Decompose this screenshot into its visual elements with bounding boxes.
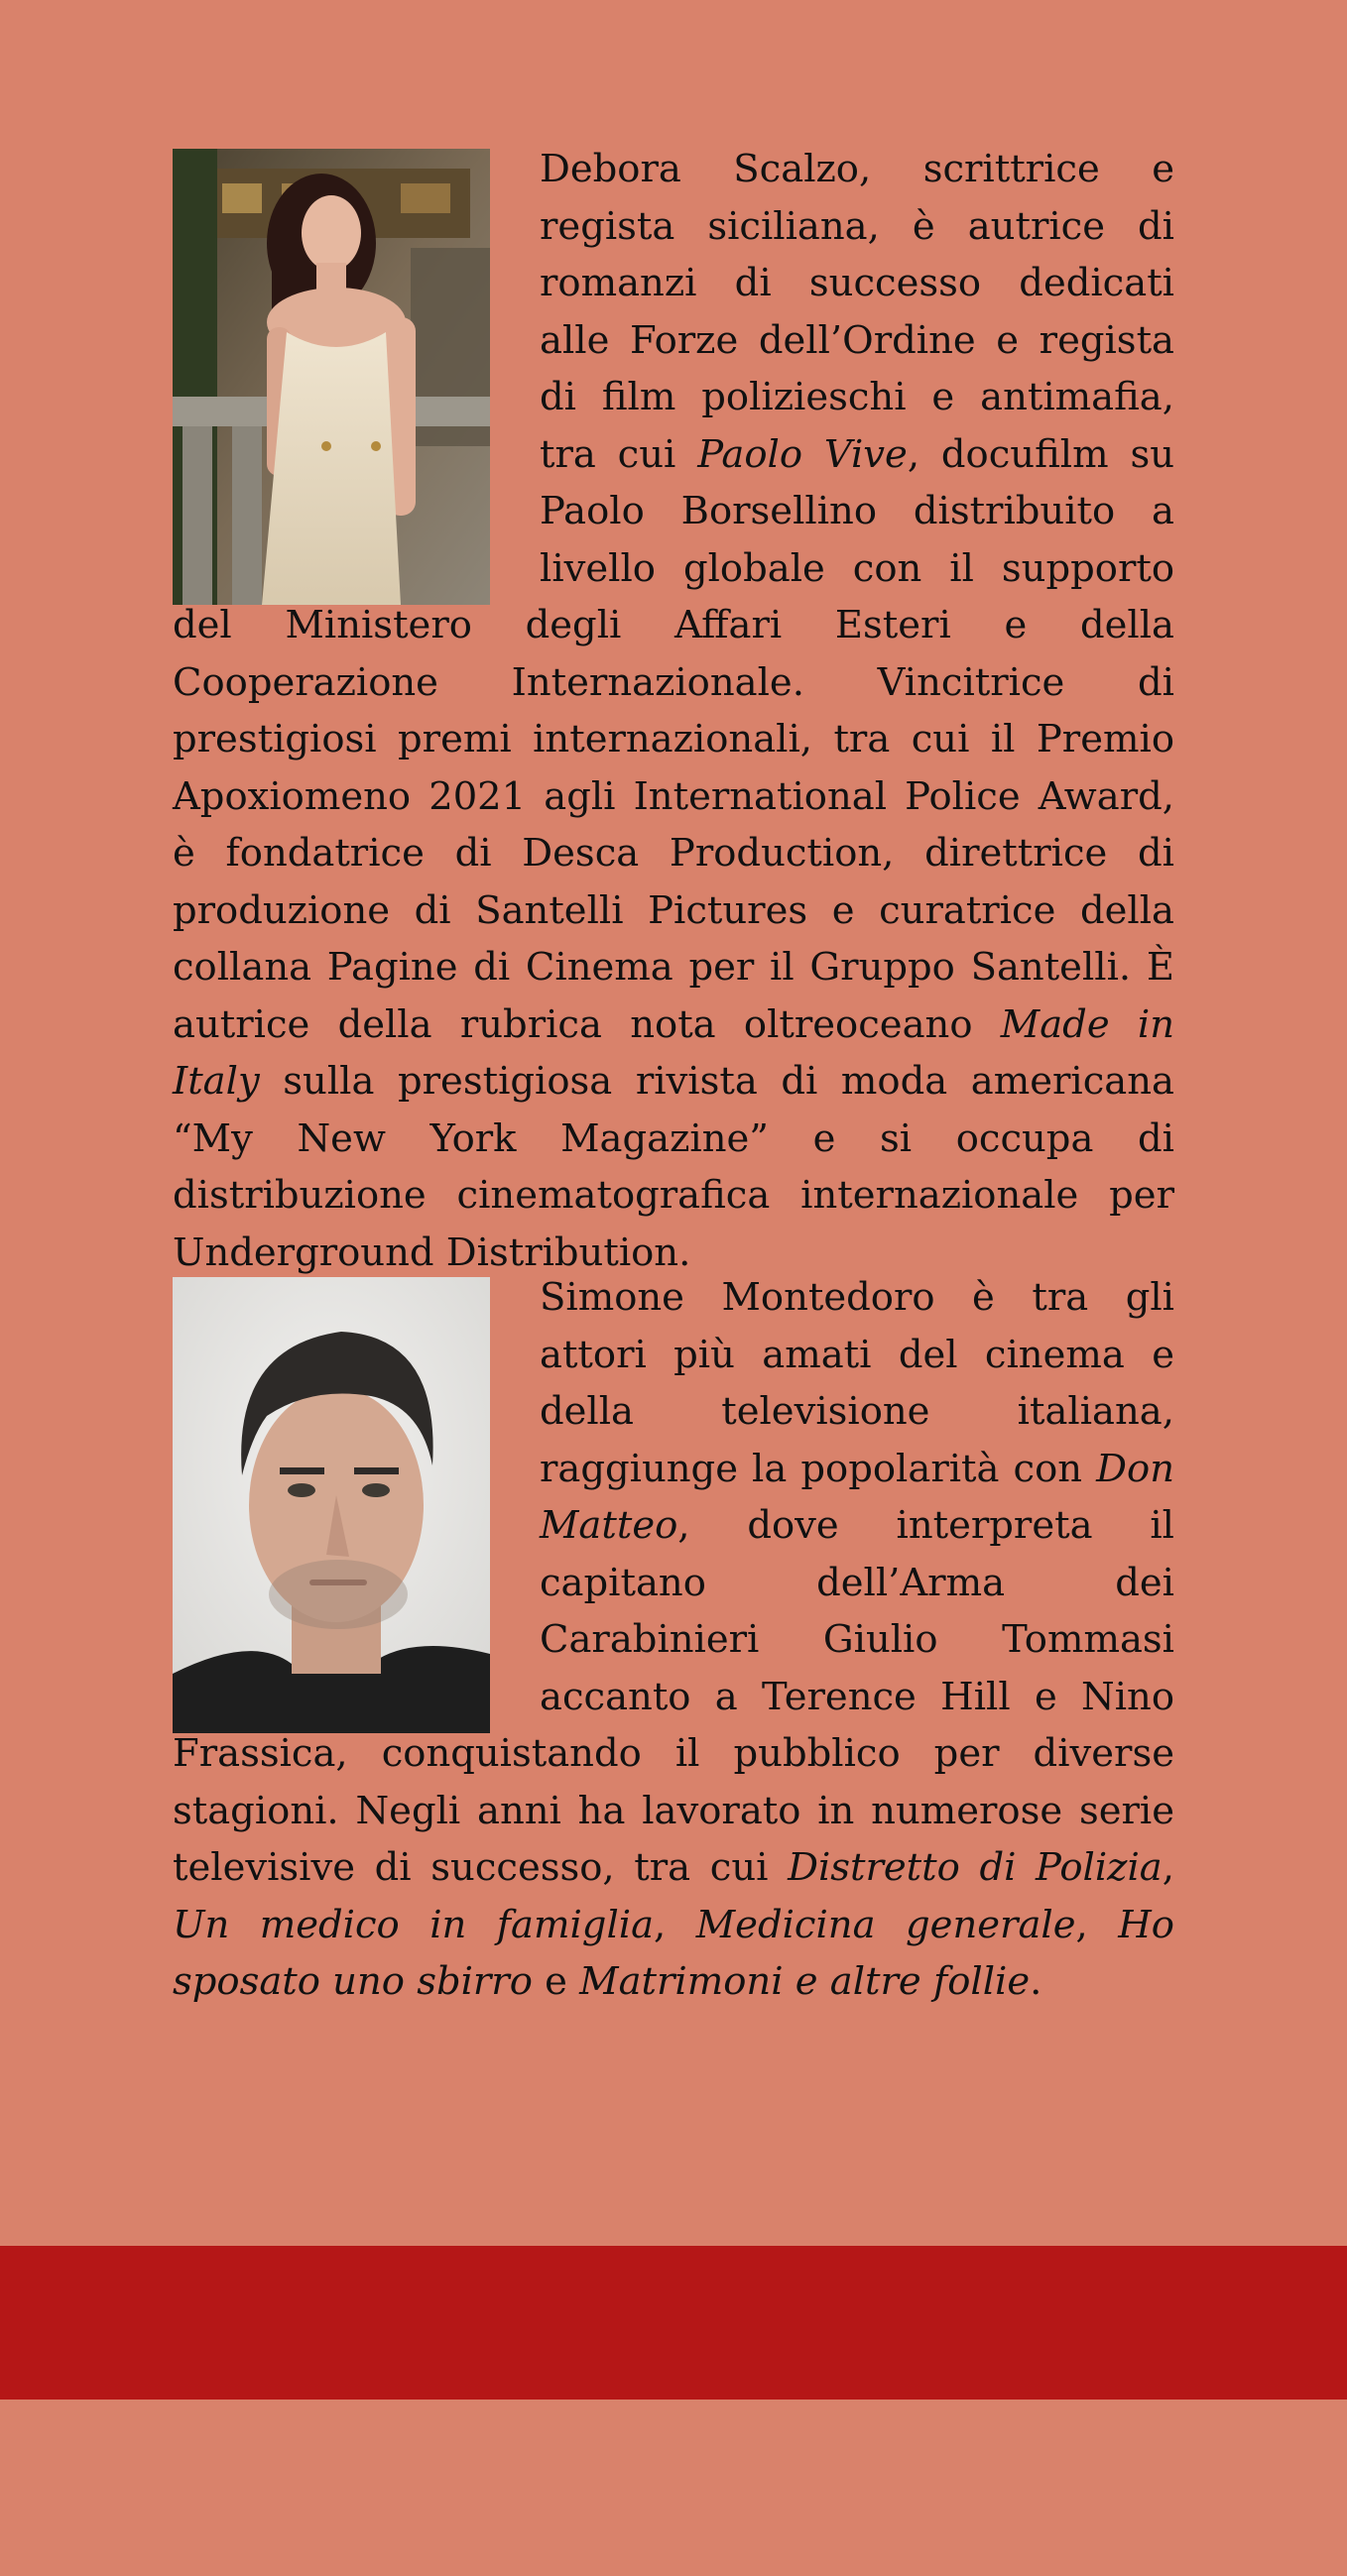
bio-debora-scalzo-part-2: , docufilm su Paolo Borsellino distribuito a livello globale con il supporto del Ministero degli Affari Esteri e della Cooperazione Internazionale. Vincitrice di prestigiosi premi internazionali, tra cui il Premio Apoxiomeno 2021 agli International Police Award, è fondatrice di Desca Production, direttrice di produzione di Santelli Pictures e curatrice della collana Pagine di Cinema per il Gruppo Santelli. È autrice della rubrica nota oltreoceano [173,431,1174,1047]
bio-simone-montedoro-part-1: Simone Montedoro è tra gli attori più amati del cinema e della televisione italiana, raggiunge la popolarità con [540,1275,1174,1491]
photo-wrap-spacer [173,141,540,597]
photo-wrap-spacer [173,1269,540,1725]
bio-debora-scalzo-part-1: Debora Scalzo, scrittrice e regista siciliana, è autrice di romanzi di successo dedicati alle Forze dell’Ordine e regista di film polizieschi e antimafia, tra cui [540,147,1174,477]
title-un-medico-in-famiglia: Un medico in famiglia [173,1902,655,1947]
title-medicina-generale: Medicina generale [695,1902,1076,1947]
bio-debora-scalzo-part-3: sulla prestigiosa rivista di moda americana “My New York Magazine” e si occupa di distribuzione cinematografica internazionale per Underground Distribution. [173,1059,1174,1275]
final-period: . [1030,1959,1042,2004]
red-band [0,2246,1347,2400]
title-paolo-vive: Paolo Vive [697,431,908,477]
title-don-matteo: Don Matteo [540,1446,1174,1548]
separator: , [1162,1845,1174,1890]
bio-debora-scalzo [173,141,1174,1281]
separator: , [1075,1902,1119,1947]
separator: , [654,1902,696,1947]
bio-simone-montedoro [173,1269,1174,2011]
title-distretto-di-polizia: Distretto di Polizia [788,1845,1163,1890]
title-made-in-italy: Made in Italy [173,1001,1174,1104]
title-ho-sposato-uno-sbirro: Ho sposato uno sbirro [173,1902,1174,2004]
title-matrimoni-e-altre-follie: Matrimoni e altre follie [579,1959,1031,2004]
bio-simone-montedoro-part-2: , dove interpreta il capitano dell’Arma dei Carabinieri Giulio Tommasi accanto a Terence Hill e Nino Frassica, conquistando il pubblico per diverse stagioni. Negli anni ha lavorato in numerose serie televisive di successo, tra cui [173,1503,1174,1890]
conjunction: e [532,1959,580,2004]
